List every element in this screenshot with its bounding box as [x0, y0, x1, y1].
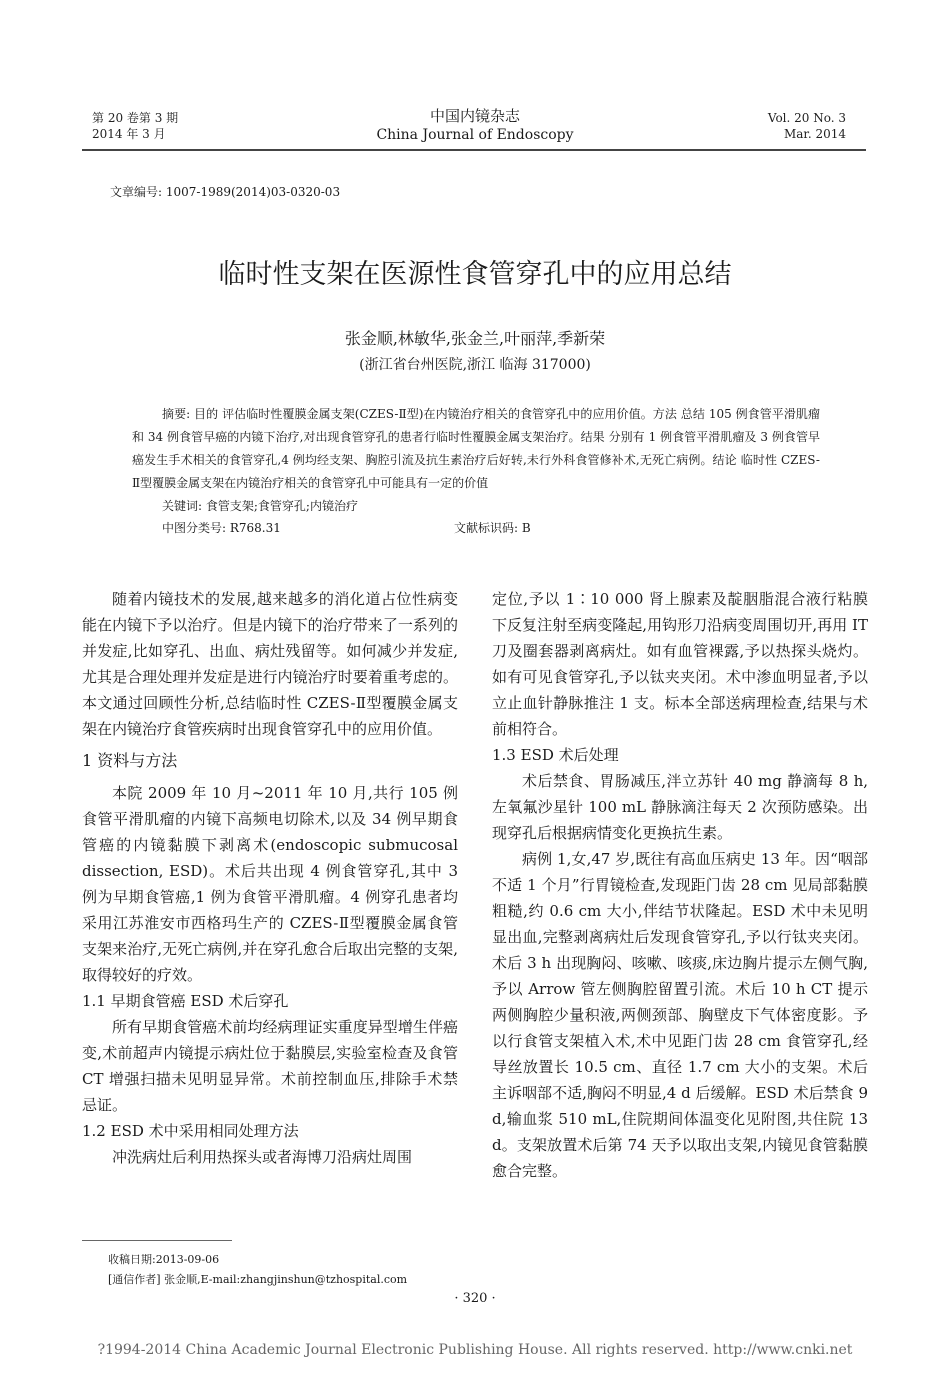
- section-heading-materials-methods: 1 资料与方法: [82, 751, 178, 770]
- body-right-column: [492, 586, 868, 1184]
- abstract-block: [132, 403, 820, 539]
- esd-preop-paragraph: 所有早期食管癌术前均经病理证实重度异型增生伴癌变,术前超声内镜提示病灶位于黏膜层,实验室检查及食管 CT 增强扫描未见明显异常。术前控制血压,排除手术禁忌证。: [82, 1018, 458, 1114]
- methods-paragraph: 本院 2009 年 10 月~2011 年 10 月,共行 105 例食管平滑肌瘤的内镜下高频电切除术,以及 34 例早期食管癌的内镜黏膜下剥离术(endoscopic submucosal dissection, ESD)。术后共出现 4 例食管穿孔,其中 3 例为早期食管癌,1 例为食管平滑肌瘤。4 例穿孔患者均采用江苏淮安市西格玛生产的 CZES-Ⅱ型覆膜金属食管支架来治疗,无死亡病例,并在穿孔愈合后取出完整的支架,取得较好的疗效。: [82, 784, 458, 984]
- journal-name-cn: 中国内镜杂志: [429, 107, 520, 125]
- article-id: 文章编号: 1007-1989(2014)03-0320-03: [110, 185, 341, 199]
- authors: 张金顺,林敏华,张金兰,叶丽萍,季新荣: [344, 329, 606, 348]
- header-rule: [82, 149, 866, 151]
- header-vol-en: [768, 110, 846, 142]
- footnotes: [108, 1250, 407, 1290]
- header-month: Mar. 2014: [783, 127, 846, 141]
- classification-row: [132, 517, 820, 539]
- corresponding-author: [通信作者] 张金顺,E-mail:zhangjinshun@tzhospital.com: [108, 1273, 408, 1286]
- affiliation: (浙江省台州医院,浙江 临海 317000): [359, 357, 591, 373]
- subsection-heading-1-1: 1.1 早期食管癌 ESD 术后穿孔: [82, 992, 289, 1010]
- intro-paragraph: 随着内镜技术的发展,越来越多的消化道占位性病变能在内镜下予以治疗。但是内镜下的治疗带来了一系列的并发症,比如穿孔、出血、病灶残留等。如何减少并发症,尤其是合理处理并发症是进行内镜治疗时要着重考虑的。本文通过回顾性分析,总结临时性 CZES-Ⅱ型覆膜金属支架在内镜治疗食管疾病时出现食管穿孔中的应用价值。: [82, 590, 458, 738]
- body-left-column: [82, 586, 458, 1170]
- header-volume-issue: [92, 110, 178, 142]
- copyright-notice: ?1994-2014 China Academic Journal Electronic Publishing House. All rights reserved. http://www.cnki.net: [97, 1342, 853, 1358]
- header-date: 2014 年 3 月: [92, 127, 166, 141]
- subsection-heading-1-2: 1.2 ESD 术中采用相同处理方法: [82, 1122, 299, 1140]
- document-code: 文献标识码: B: [454, 521, 531, 535]
- subsection-heading-1-3: 1.3 ESD 术后处理: [492, 746, 619, 764]
- keywords: 关键词: 食管支架;食管穿孔;内镜治疗: [162, 499, 358, 513]
- header-volume: 第 20 卷第 3 期: [92, 111, 179, 125]
- case-1-paragraph: 病例 1,女,47 岁,既往有高血压病史 13 年。因“咽部不适 1 个月”行胃镜检查,发现距门齿 28 cm 见局部黏膜粗糙,约 0.6 cm 大小,伴结节状隆起。ESD 术中未见明显出血,完整剥离病灶后发现食管穿孔,予以行钛夹夹闭。术后 3 h 出现胸闷、咳嗽、咳痰,床边胸片提示左侧气胸,予以 Arrow 管左侧胸腔留置引流。术后 10 h CT 提示两侧胸腔少量积液,两侧颈部、胸壁皮下气体密度影。予以行食管支架植入术,术中见距门齿 28 cm 食管穿孔,经导丝放置长 10.5 cm、直径 1.7 cm 大小的支架。术后主诉咽部不适,胸闷不明显,4 d 后缓解。ESD 术后禁食 9 d,输血浆 510 mL,住院期间体温变化见附图,共住院 13 d。支架放置术后第 74 天予以取出支架,内镜见食管黏膜愈合完整。: [492, 850, 868, 1180]
- postop-paragraph: 术后禁食、胃肠减压,泮立苏针 40 mg 静滴每 8 h,左氧氟沙星针 100 mL 静脉滴注每天 2 次预防感染。出现穿孔后根据病情变化更换抗生素。: [492, 772, 868, 842]
- abstract-text: 摘要: 目的 评估临时性覆膜金属支架(CZES-Ⅱ型)在内镜治疗相关的食管穿孔中的应用价值。方法 总结 105 例食管平滑肌瘤和 34 例食管早癌的内镜下治疗,对出现食管穿孔的患者行临时性覆膜金属支架治疗。结果 分别有 1 例食管平滑肌瘤及 3 例食管早癌发生手术相关的食管穿孔,4 例均经支架、胸腔引流及抗生素治疗后好转,未行外科食管修补术,无死亡病例。结论 临时性 CZES-Ⅱ型覆膜金属支架在内镜治疗相关的食管穿孔中可能具有一定的价值: [132, 407, 820, 490]
- page-number: · 320 ·: [454, 1291, 496, 1306]
- clc-number: 中图分类号: R768.31: [162, 521, 281, 535]
- header-journal: [300, 106, 650, 144]
- article-title: 临时性支架在医源性食管穿孔中的应用总结: [218, 259, 732, 290]
- esd-procedure-paragraph: 冲洗病灶后利用热探头或者海博刀沿病灶周围: [112, 1148, 413, 1166]
- journal-name-en: China Journal of Endoscopy: [376, 127, 574, 143]
- footnote-rule: [82, 1240, 232, 1241]
- received-date: 收稿日期:2013-09-06: [108, 1253, 220, 1266]
- esd-procedure-continued: 定位,予以 1∶10 000 肾上腺素及靛胭脂混合液行粘膜下反复注射至病变隆起,用钩形刀沿病变周围切开,再用 IT 刀及圈套器剥离病灶。如有血管裸露,予以热探头烧灼。如有可见食管穿孔,予以钛夹夹闭。术中渗血明显者,予以立止血针静脉推注 1 支。标本全部送病理检查,结果与术前相符合。: [492, 590, 868, 738]
- header-vol-no: Vol. 20 No. 3: [767, 111, 846, 125]
